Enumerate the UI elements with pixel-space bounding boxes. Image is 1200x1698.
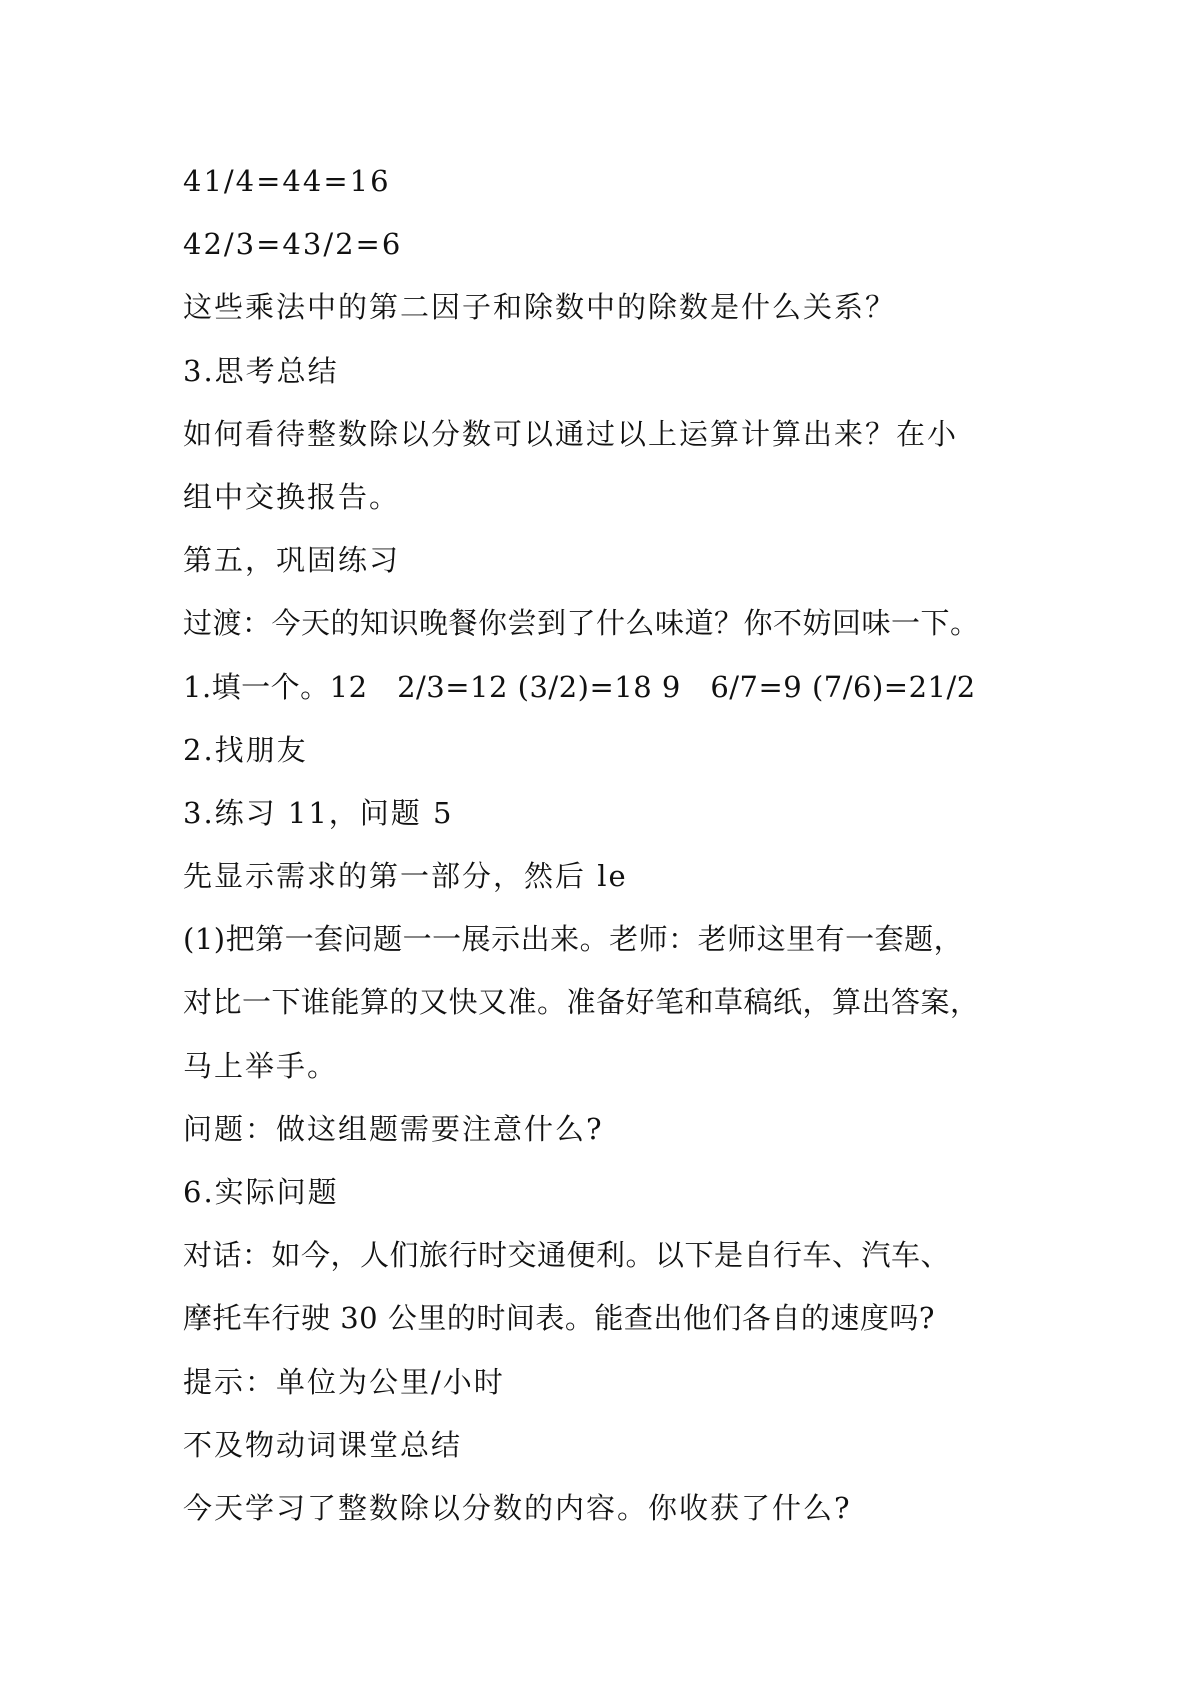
text-line-2: 42/3=43/2=6: [183, 227, 403, 262]
text-line-12: 先显示需求的第一部分，然后 le: [183, 859, 628, 894]
section-heading-real-problems: 6.实际问题: [183, 1175, 339, 1209]
section-heading-practice: 第五，巩固练习: [183, 543, 401, 578]
text-line-15: 马上举手。: [183, 1048, 339, 1083]
text-line-13: (1)把第一套问题一一展示出来。老师：老师这里有一套题，: [183, 922, 964, 957]
text-line-20: 提示：单位为公里/小时: [183, 1364, 505, 1399]
text-line-18: 对话：如今，人们旅行时交通便利。以下是自行车、汽车、: [183, 1238, 951, 1273]
section-heading-summary: 3.思考总结: [183, 353, 339, 388]
text-line-10: 2.找朋友: [183, 732, 308, 767]
text-line-14: 对比一下谁能算的又快又准。准备好笔和草稿纸，算出答案，: [183, 985, 980, 1020]
text-line-3: 这些乘法中的第二因子和除数中的除数是什么关系？: [183, 290, 897, 325]
text-line-1: 41/4=44=16: [183, 164, 391, 198]
text-line-11: 3.练习 11，问题 5: [183, 795, 454, 830]
text-line-9: 1.填一个。12 2/3=12 (3/2)=18 9 6/7=9 (7/6)=21/2: [183, 669, 976, 704]
text-line-8: 过渡：今天的知识晚餐你尝到了什么味道？你不妨回味一下。: [183, 606, 980, 641]
text-line-16: 问题：做这组题需要注意什么?: [183, 1111, 604, 1146]
document-body: [183, 150, 1043, 1540]
text-line-22: 今天学习了整数除以分数的内容。你收获了什么?: [183, 1490, 852, 1525]
text-line-6: 组中交换报告。: [183, 479, 401, 514]
text-line-5: 如何看待整数除以分数可以通过以上运算计算出来？在小: [183, 416, 959, 451]
text-line-19: 摩托车行驶 30 公里的时间表。能查出他们各自的速度吗?: [183, 1301, 935, 1336]
section-heading-class-summary: 不及物动词课堂总结: [183, 1427, 463, 1462]
